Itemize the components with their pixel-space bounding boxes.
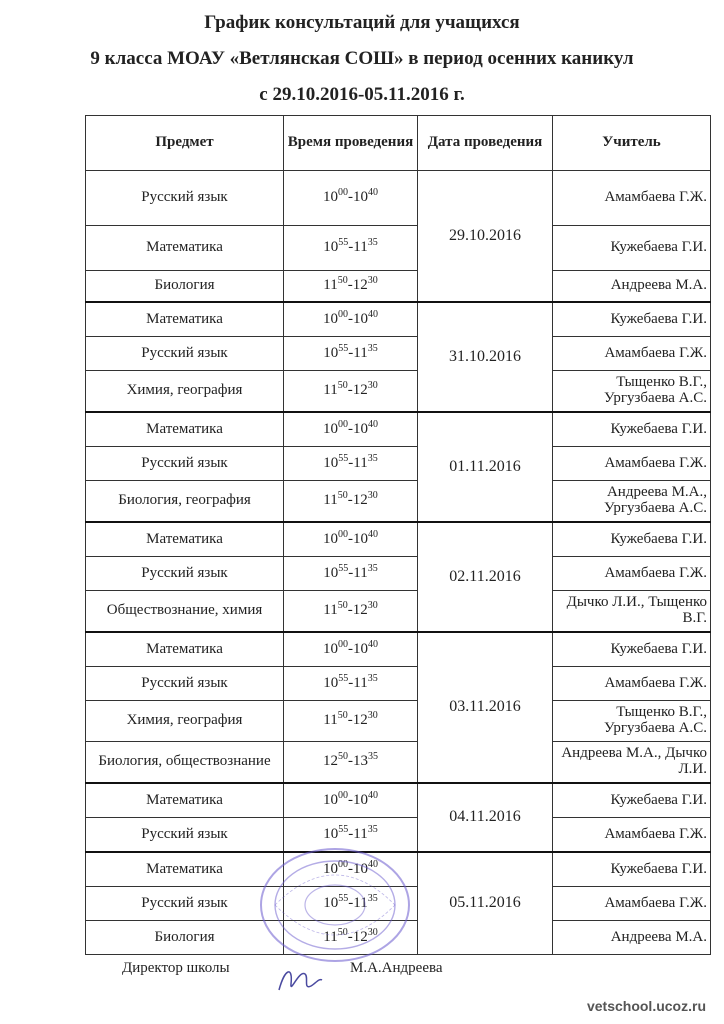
time-end-hour: 10	[353, 189, 368, 206]
cell-time: $11^{50}-12^{30}$	[284, 921, 418, 955]
cell-subject: Математика	[86, 852, 284, 887]
table-row	[86, 701, 711, 742]
time-end-min: 40	[368, 789, 378, 801]
time-start-min: 00	[338, 418, 348, 430]
time-end-min: 30	[367, 710, 378, 722]
time-end-min: 30	[367, 490, 378, 502]
cell-subject: Математика	[86, 226, 284, 271]
time-start-hour: 11	[323, 382, 338, 399]
time-end-min: 35	[367, 892, 378, 904]
time-end-hour: 10	[353, 530, 368, 547]
cell-time: $10^{00}-10^{40}$	[284, 852, 418, 887]
cell-teacher: Амамбаева Г.Ж.	[553, 557, 711, 591]
time-end-min: 40	[368, 187, 378, 199]
time-end-hour: 11	[353, 344, 368, 361]
cell-subject: Биология, география	[86, 481, 284, 523]
time-end-min: 40	[368, 638, 378, 650]
cell-teacher: Тыщенко В.Г., Ургузбаева А.С.	[553, 701, 711, 742]
time-start-hour: 11	[323, 602, 338, 619]
time-end-hour: 12	[352, 382, 368, 399]
schedule-table	[85, 115, 711, 955]
time-start-hour: 10	[323, 860, 338, 877]
cell-time: $10^{00}-10^{40}$	[284, 412, 418, 447]
time-start-min: 50	[338, 751, 348, 763]
cell-time: $11^{50}-12^{30}$	[284, 271, 418, 303]
cell-subject: Математика	[86, 302, 284, 337]
header-subject: Предмет	[86, 116, 284, 171]
time-end-min: 35	[368, 751, 378, 763]
time-end-hour: 12	[352, 277, 368, 294]
document-title-line3: с 29.10.2016-05.11.2016 г.	[259, 84, 465, 105]
header-date: Дата проведения	[418, 116, 553, 171]
time-start-hour: 10	[323, 189, 338, 206]
time-start-hour: 10	[323, 640, 338, 657]
time-start-min: 55	[338, 237, 349, 249]
cell-teacher: Кужебаева Г.И.	[553, 632, 711, 667]
director-name: М.А.Андреева	[350, 960, 443, 976]
time-start-min: 50	[337, 275, 348, 287]
cell-subject: Математика	[86, 522, 284, 557]
time-end-min: 30	[367, 600, 378, 612]
cell-teacher: Андреева М.А.	[553, 921, 711, 955]
table-row	[86, 667, 711, 701]
cell-time: $10^{55}-11^{35}$	[284, 818, 418, 853]
time-start-min: 55	[338, 452, 349, 464]
time-end-hour: 10	[353, 420, 368, 437]
cell-teacher: Амамбаева Г.Ж.	[553, 887, 711, 921]
document-title-line2: 9 класса МОАУ «Ветлянская СОШ» в период осенних каникул	[90, 48, 634, 69]
cell-teacher: Андреева М.А.	[553, 271, 711, 303]
cell-time: $10^{00}-10^{40}$	[284, 302, 418, 337]
time-start-min: 55	[338, 672, 349, 684]
time-start-hour: 12	[323, 753, 338, 770]
table-row	[86, 302, 711, 337]
cell-date: 05.11.2016	[418, 852, 553, 955]
cell-teacher: Кужебаева Г.И.	[553, 226, 711, 271]
time-start-min: 00	[338, 308, 348, 320]
table-row	[86, 171, 711, 226]
cell-subject: Биология, обществознание	[86, 742, 284, 784]
time-end-min: 35	[367, 672, 378, 684]
cell-time: $10^{55}-11^{35}$	[284, 667, 418, 701]
table-row	[86, 852, 711, 887]
time-start-min: 50	[337, 926, 348, 938]
cell-time: $11^{50}-12^{30}$	[284, 591, 418, 633]
time-end-hour: 12	[352, 928, 368, 945]
table-row	[86, 557, 711, 591]
table-row	[86, 591, 711, 633]
cell-teacher: Дычко Л.И., Тыщенко В.Г.	[553, 591, 711, 633]
time-start-min: 50	[337, 490, 348, 502]
time-start-hour: 11	[323, 277, 338, 294]
time-end-min: 30	[367, 380, 378, 392]
time-start-hour: 10	[323, 564, 339, 581]
cell-time: $10^{00}-10^{40}$	[284, 783, 418, 818]
time-end-hour: 11	[353, 564, 368, 581]
cell-date: 03.11.2016	[418, 632, 553, 783]
cell-time: $11^{50}-12^{30}$	[284, 371, 418, 413]
table-row	[86, 447, 711, 481]
header-teacher: Учитель	[553, 116, 711, 171]
time-end-hour: 12	[352, 602, 368, 619]
cell-subject: Русский язык	[86, 171, 284, 226]
time-start-min: 55	[338, 892, 349, 904]
time-end-hour: 12	[352, 492, 368, 509]
time-start-min: 55	[338, 823, 349, 835]
time-end-min: 30	[367, 275, 378, 287]
cell-teacher: Андреева М.А., Ургузбаева А.С.	[553, 481, 711, 523]
table-row	[86, 337, 711, 371]
time-start-hour: 10	[323, 825, 339, 842]
time-start-min: 50	[337, 710, 348, 722]
table-row	[86, 271, 711, 303]
cell-time: $12^{50}-13^{35}$	[284, 742, 418, 784]
cell-teacher: Амамбаева Г.Ж.	[553, 818, 711, 853]
cell-time: $10^{00}-10^{40}$	[284, 171, 418, 226]
time-end-hour: 10	[353, 310, 368, 327]
time-start-min: 55	[338, 562, 349, 574]
cell-subject: Русский язык	[86, 667, 284, 701]
time-end-min: 40	[368, 528, 378, 540]
time-start-min: 00	[338, 858, 348, 870]
time-end-min: 35	[367, 342, 378, 354]
time-end-min: 35	[367, 237, 378, 249]
cell-teacher: Кужебаева Г.И.	[553, 783, 711, 818]
time-end-min: 40	[368, 308, 378, 320]
time-start-min: 50	[337, 600, 348, 612]
cell-subject: Русский язык	[86, 557, 284, 591]
time-start-hour: 10	[323, 344, 339, 361]
cell-subject: Химия, география	[86, 701, 284, 742]
cell-subject: Русский язык	[86, 447, 284, 481]
cell-date: 31.10.2016	[418, 302, 553, 412]
time-start-hour: 10	[323, 310, 338, 327]
time-end-min: 30	[367, 926, 378, 938]
time-start-hour: 10	[323, 674, 339, 691]
table-row	[86, 742, 711, 784]
cell-subject: Математика	[86, 632, 284, 667]
cell-teacher: Тыщенко В.Г., Ургузбаева А.С.	[553, 371, 711, 413]
cell-subject: Биология	[86, 921, 284, 955]
cell-date: 02.11.2016	[418, 522, 553, 632]
time-start-min: 00	[338, 638, 348, 650]
table-header-row	[86, 116, 711, 171]
time-start-hour: 11	[323, 492, 338, 509]
cell-teacher: Амамбаева Г.Ж.	[553, 447, 711, 481]
cell-date: 01.11.2016	[418, 412, 553, 522]
time-end-hour: 13	[353, 753, 368, 770]
time-end-min: 35	[367, 562, 378, 574]
time-end-hour: 12	[352, 712, 368, 729]
time-end-min: 40	[368, 858, 378, 870]
time-end-hour: 10	[353, 640, 368, 657]
time-start-hour: 10	[323, 530, 338, 547]
cell-time: $10^{00}-10^{40}$	[284, 632, 418, 667]
time-start-hour: 11	[323, 712, 338, 729]
cell-time: $10^{55}-11^{35}$	[284, 887, 418, 921]
cell-subject: Биология	[86, 271, 284, 303]
time-start-hour: 10	[323, 454, 339, 471]
time-start-min: 55	[338, 342, 349, 354]
time-start-min: 00	[338, 187, 348, 199]
cell-subject: Русский язык	[86, 818, 284, 853]
table-row	[86, 783, 711, 818]
time-start-hour: 10	[323, 894, 339, 911]
time-start-min: 50	[337, 380, 348, 392]
time-end-min: 40	[368, 418, 378, 430]
cell-time: $10^{55}-11^{35}$	[284, 557, 418, 591]
table-row	[86, 818, 711, 853]
table-row	[86, 887, 711, 921]
document-title-line1: График консультаций для учащихся	[204, 12, 520, 33]
director-label: Директор школы	[122, 960, 230, 976]
cell-subject: Химия, география	[86, 371, 284, 413]
cell-subject: Русский язык	[86, 337, 284, 371]
site-watermark: vetschool.ucoz.ru	[586, 998, 706, 1014]
cell-teacher: Амамбаева Г.Ж.	[553, 171, 711, 226]
cell-subject: Обществознание, химия	[86, 591, 284, 633]
time-end-min: 35	[367, 452, 378, 464]
cell-date: 04.11.2016	[418, 783, 553, 852]
time-end-hour: 10	[353, 860, 368, 877]
cell-time: $11^{50}-12^{30}$	[284, 701, 418, 742]
cell-teacher: Кужебаева Г.И.	[553, 412, 711, 447]
time-end-hour: 11	[353, 239, 368, 256]
time-start-min: 00	[338, 528, 348, 540]
cell-time: $11^{50}-12^{30}$	[284, 481, 418, 523]
cell-teacher: Амамбаева Г.Ж.	[553, 337, 711, 371]
cell-time: $10^{55}-11^{35}$	[284, 226, 418, 271]
time-end-hour: 11	[353, 454, 368, 471]
time-start-hour: 10	[323, 791, 338, 808]
time-start-hour: 11	[323, 928, 338, 945]
time-start-min: 00	[338, 789, 348, 801]
cell-time: $10^{55}-11^{35}$	[284, 447, 418, 481]
cell-teacher: Кужебаева Г.И.	[553, 302, 711, 337]
table-row	[86, 522, 711, 557]
time-end-hour: 10	[353, 791, 368, 808]
cell-time: $10^{00}-10^{40}$	[284, 522, 418, 557]
schedule-body	[86, 171, 711, 955]
table-row	[86, 481, 711, 523]
table-row	[86, 226, 711, 271]
cell-date: 29.10.2016	[418, 171, 553, 303]
signature-icon	[275, 960, 325, 1000]
table-row	[86, 412, 711, 447]
cell-time: $10^{55}-11^{35}$	[284, 337, 418, 371]
time-start-hour: 10	[323, 239, 339, 256]
time-end-hour: 11	[353, 674, 368, 691]
time-end-hour: 11	[353, 825, 368, 842]
table-row	[86, 371, 711, 413]
cell-teacher: Кужебаева Г.И.	[553, 852, 711, 887]
cell-teacher: Амамбаева Г.Ж.	[553, 667, 711, 701]
time-end-hour: 11	[353, 894, 368, 911]
cell-subject: Математика	[86, 412, 284, 447]
time-end-min: 35	[367, 823, 378, 835]
header-time: Время проведения	[284, 116, 418, 171]
table-row	[86, 632, 711, 667]
cell-subject: Русский язык	[86, 887, 284, 921]
cell-subject: Математика	[86, 783, 284, 818]
time-start-hour: 10	[323, 420, 338, 437]
table-row	[86, 921, 711, 955]
cell-teacher: Андреева М.А., Дычко Л.И.	[553, 742, 711, 784]
cell-teacher: Кужебаева Г.И.	[553, 522, 711, 557]
